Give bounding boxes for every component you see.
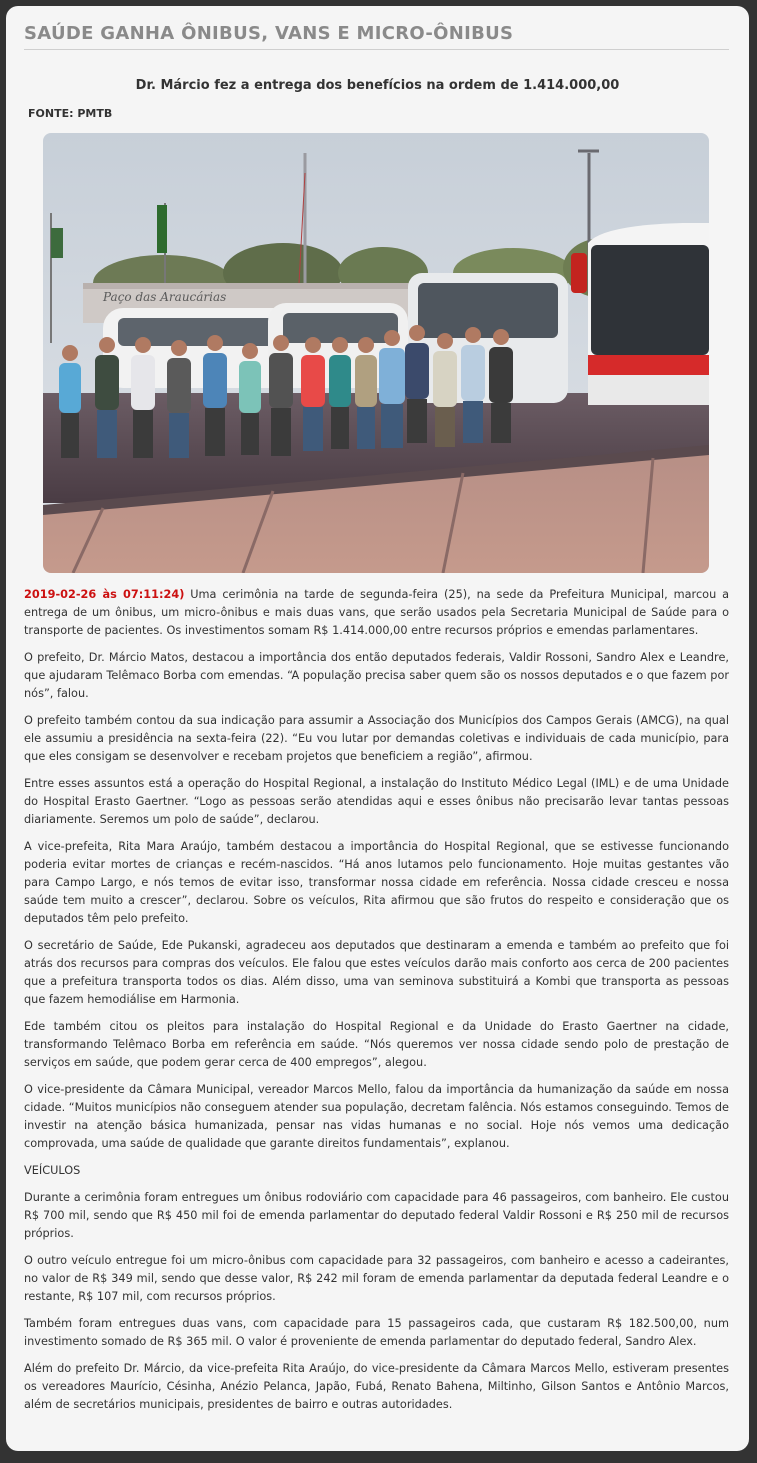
article-paragraph: O outro veículo entregue foi um micro-ônibus com capacidade para 32 passageiros, com banheiro e acesso a cadeirantes, no valor de R$ 349 mil, sendo que desse valor, R$ 242 mil foram de emenda parlamentar da deputada federal Leandre e o restante, R$ 107 mil, com recursos próprios.: [24, 1254, 729, 1303]
article-paragraph: Entre esses assuntos está a operação do Hospital Regional, a instalação do Instituto Médico Legal (IML) e de uma Unidade do Hospital Erasto Gaertner. “Logo as pessoas serão atendidas aqui e esses ônibus não precisarão levar tantas pessoas diariamente. Seremos um polo de saúde”, declarou.: [24, 777, 729, 826]
article-paragraph: Além do prefeito Dr. Márcio, da vice-prefeita Rita Araújo, do vice-presidente da Câmara Marcos Mello, estiveram presentes os vereadores Maurício, Césinha, Anézio Pelanca, Japão, Fubá, Renato Bahena, Miltinho, Gilson Santos e Antônio Marcos, além de secretários municipais, presidentes de bairro e outras autoridades.: [24, 1362, 729, 1411]
article-paragraph: [24, 586, 729, 640]
building-sign: Paço das Araucárias: [103, 290, 227, 304]
article-paragraph: O secretário de Saúde, Ede Pukanski, agradeceu aos deputados que destinaram a emenda e também ao prefeito que foi atrás dos recursos para compras dos veículos. Ele falou que estes veículos darão mais conforto aos cerca de 200 pacientes que a prefeitura transporta todos os dias. Além disso, uma van seminova substituirá a Kombi que transporta as pessoas que fazem hemodiálise em Harmonia.: [24, 939, 729, 1006]
article-dateline: 2019-02-26 às 07:11:24): [24, 588, 185, 601]
article-paragraph: O vice-presidente da Câmara Municipal, vereador Marcos Mello, falou da importância da humanização da saúde em nossa cidade. “Muitos municípios não conseguem atender sua população, decretam falência. Nós estamos conseguindo. Temos de investir na atenção básica humanizada, pensar nas vidas humanas e no social. Hoje nós vemos uma dedicação comprovada, uma saúde de qualidade que garante direitos fundamentais”, explanou.: [24, 1083, 729, 1150]
article-paragraph: Durante a cerimônia foram entregues um ônibus rodoviário com capacidade para 46 passageiros, com banheiro. Ele custou R$ 700 mil, sendo que R$ 450 mil foi de emenda parlamentar do deputado federal Valdir Rossoni e R$ 250 mil de recursos próprios.: [24, 1191, 729, 1240]
article-source: FONTE: PMTB: [28, 107, 113, 120]
article-photo: [43, 133, 709, 573]
article-paragraph: Também foram entregues duas vans, com capacidade para 15 passageiros cada, que custaram R$ 182.500,00, num investimento somado de R$ 365 mil. O valor é proveniente de emenda parlamentar do deputado federal, Sandro Alex.: [24, 1317, 729, 1348]
article-paragraph: O prefeito também contou da sua indicação para assumir a Associação dos Municípios dos Campos Gerais (AMCG), na qual ele assumiu a presidência na sexta-feira (22). “Eu vou lutar por demandas coletivas e individuais de cada município, para que eles consigam se desenvolver e recebam projetos que beneficiem a região”, afirmou.: [24, 714, 729, 763]
article-paragraph: A vice-prefeita, Rita Mara Araújo, também destacou a importância do Hospital Regional, que se estivesse funcionando poderia evitar mortes de crianças e recém-nascidos. “Há anos lutamos pelo funcionamento. Hoje muitas gestantes vão para Campo Largo, e nós temos de evitar isso, transformar nossa cidade em referência. Nossa cidade cresceu e nossa saúde tem muito a crescer”, declarou. Sobre os veículos, Rita afirmou que são frutos do respeito e consideração que os deputados têm pelo prefeito.: [24, 840, 729, 925]
article-paragraph: Ede também citou os pleitos para instalação do Hospital Regional e da Unidade do Erasto Gaertner na cidade, transformando Telêmaco Borba em referência em saúde. “Nós queremos ver nossa cidade sendo polo de prestação de serviços em saúde, que podem gerar cerca de 400 empregos”, alegou.: [24, 1020, 729, 1069]
section-heading: VEÍCULOS: [24, 1164, 81, 1177]
article-subtitle: Dr. Márcio fez a entrega dos benefícios na ordem de 1.414.000,00: [135, 78, 620, 93]
article-body: [24, 586, 729, 1423]
article-card: [6, 6, 749, 1451]
article-paragraph: O prefeito, Dr. Márcio Matos, destacou a importância dos então deputados federais, Valdir Rossoni, Sandro Alex e Leandre, que ajudaram Telêmaco Borba com emendas. “A população precisa saber quem são os nossos deputados e o que fazem por nós”, falou.: [24, 651, 729, 700]
paragraph-text: Uma cerimônia na tarde de segunda-feira (25), na sede da Prefeitura Municipal, marcou a entrega de um ônibus, um micro-ônibus e mais duas vans, que serão usados pela Secretaria Municipal de Saúde para o transporte de pacientes. Os investimentos somam R$ 1.414.000,00 entre recursos próprios e emendas parlamentares.: [24, 588, 730, 637]
article-headline: SAÚDE GANHA ÔNIBUS, VANS E MICRO-ÔNIBUS: [24, 23, 729, 50]
